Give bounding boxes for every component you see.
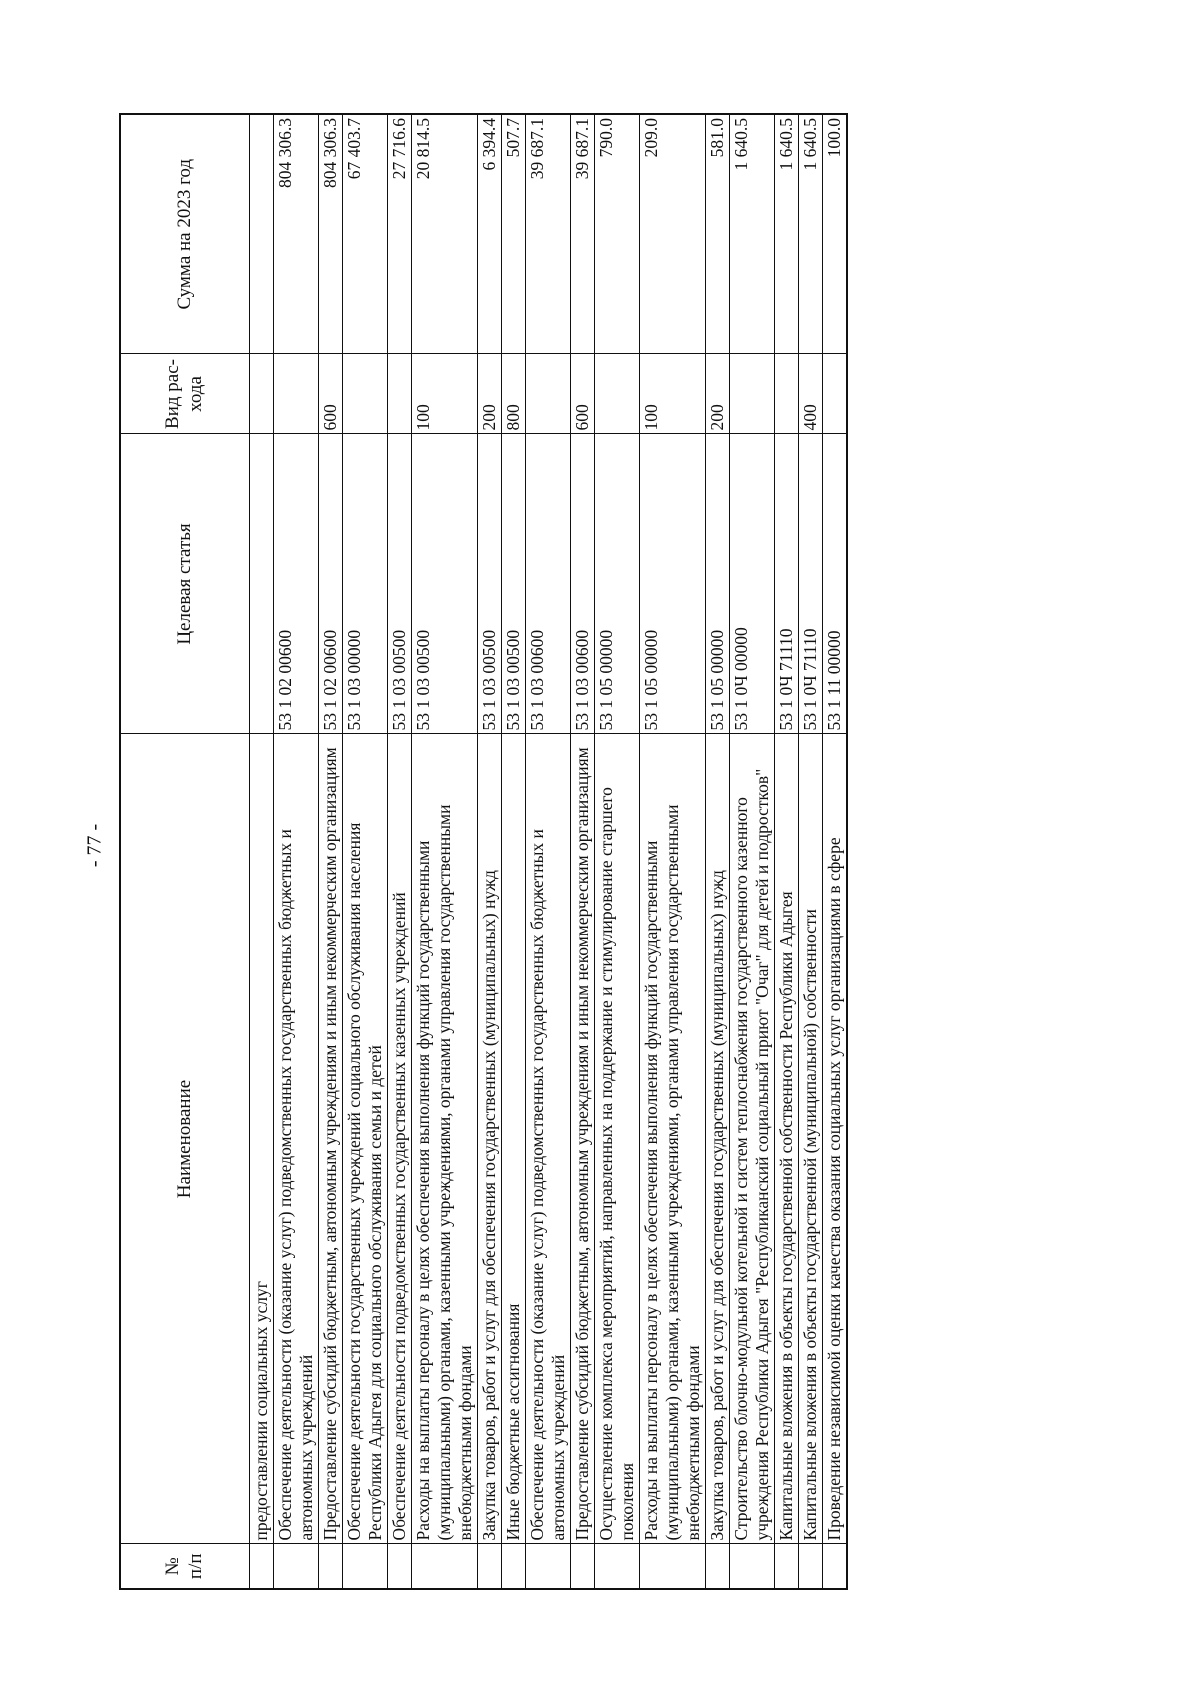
cell-kind: 100 [412,354,478,434]
cell-kind [388,354,412,434]
table-row [799,114,823,1589]
cell-kind: 200 [478,354,502,434]
cell-target: 53 1 0Ч 71110 [775,434,799,734]
cell-sum: 67 403.7 [343,114,388,354]
cell-target: 53 1 03 00500 [478,434,502,734]
table-row [571,114,595,1589]
cell-name: Иные бюджетные ассигнования [502,734,526,1544]
cell-target: 53 1 05 00000 [640,434,706,734]
cell-name: Закупка товаров, работ и услуг для обеспечения государственных (муниципальных) нужд [706,734,730,1544]
cell-name: Расходы на выплаты персоналу в целях обеспечения выполнения функций государственными (муниципальными) органами, казенными учреждениями, органами управления государственными внебюджетными фондами [640,734,706,1544]
header-sum: Сумма на 2023 год [120,114,250,354]
header-num: № п/п [120,1544,250,1589]
cell-sum: 39 687.1 [526,114,571,354]
cell-name: Предоставление субсидий бюджетным, автономным учреждениям и иным некоммерческим организациям [571,734,595,1544]
cell-name: Осуществление комплекса мероприятий, направленных на поддержание и стимулирование старшего поколения [595,734,640,1544]
cell-num [319,1544,343,1589]
cell-kind: 400 [799,354,823,434]
cell-num [799,1544,823,1589]
cell-kind: 200 [706,354,730,434]
cell-target: 53 1 11 00000 [823,434,848,734]
cell-sum: 6 394.4 [478,114,502,354]
header-target: Целевая статья [120,434,250,734]
cell-target: 53 1 0Ч 71110 [799,434,823,734]
cell-kind: 100 [640,354,706,434]
table-row [319,114,343,1589]
cell-kind [343,354,388,434]
table-row [250,114,274,1589]
cell-target: 53 1 03 00500 [502,434,526,734]
cell-sum: 1 640.5 [775,114,799,354]
cell-kind [775,354,799,434]
rotated-table-wrapper [119,115,1079,1590]
cell-name: Обеспечение деятельности (оказание услуг) подведомственных государственных бюджетных и автономных учреждений [274,734,319,1544]
table-row [640,114,706,1589]
cell-num [640,1544,706,1589]
cell-sum: 100.0 [823,114,848,354]
table-row [274,114,319,1589]
cell-kind [526,354,571,434]
page-number: - 77 - [83,823,106,868]
cell-num [502,1544,526,1589]
cell-sum: 790.0 [595,114,640,354]
cell-sum: 804 306.3 [319,114,343,354]
cell-target: 53 1 02 00600 [319,434,343,734]
cell-name: предоставлении социальных услуг [250,734,274,1544]
cell-num [412,1544,478,1589]
table-row [502,114,526,1589]
cell-sum: 39 687.1 [571,114,595,354]
cell-target: 53 1 05 00000 [595,434,640,734]
cell-kind [250,354,274,434]
cell-kind [730,354,775,434]
cell-target: 53 1 0Ч 00000 [730,434,775,734]
table-row [526,114,571,1589]
table-row [730,114,775,1589]
cell-target: 53 1 03 00000 [343,434,388,734]
cell-sum: 27 716.6 [388,114,412,354]
cell-target: 53 1 03 00500 [412,434,478,734]
cell-kind: 600 [571,354,595,434]
cell-sum: 209.0 [640,114,706,354]
cell-name: Капитальные вложения в объекты государственной собственности Республики Адыгея [775,734,799,1544]
cell-name: Предоставление субсидий бюджетным, автономным учреждениям и иным некоммерческим организациям [319,734,343,1544]
table-body [250,114,848,1589]
cell-target: 53 1 03 00600 [526,434,571,734]
header-name: Наименование [120,734,250,1544]
cell-name: Проведение независимой оценки качества оказания социальных услуг организациями в сфере [823,734,848,1544]
table-row [823,114,848,1589]
header-kind: Вид рас- хода [120,354,250,434]
cell-target: 53 1 02 00600 [274,434,319,734]
cell-sum: 507.7 [502,114,526,354]
cell-sum: 804 306.3 [274,114,319,354]
cell-sum: 1 640.5 [730,114,775,354]
table-row [775,114,799,1589]
cell-kind: 800 [502,354,526,434]
table-row [706,114,730,1589]
cell-num [706,1544,730,1589]
cell-kind [595,354,640,434]
cell-num [274,1544,319,1589]
cell-num [823,1544,848,1589]
cell-num [595,1544,640,1589]
cell-kind [823,354,848,434]
cell-name: Капитальные вложения в объекты государственной (муниципальной) собственности [799,734,823,1544]
cell-num [571,1544,595,1589]
cell-sum: 1 640.5 [799,114,823,354]
cell-num [730,1544,775,1589]
cell-num [343,1544,388,1589]
cell-name: Закупка товаров, работ и услуг для обеспечения государственных (муниципальных) нужд [478,734,502,1544]
cell-name: Расходы на выплаты персоналу в целях обеспечения выполнения функций государственными (муниципальными) органами, казенными учреждениями, органами управления государственными внебюджетными фондами [412,734,478,1544]
table-row [478,114,502,1589]
cell-sum: 20 814.5 [412,114,478,354]
budget-table [119,113,848,1590]
cell-num [250,1544,274,1589]
table-row [343,114,388,1589]
cell-target: 53 1 03 00600 [571,434,595,734]
table-row [388,114,412,1589]
cell-target: 53 1 03 00500 [388,434,412,734]
table-row [595,114,640,1589]
cell-name: Обеспечение деятельности подведомственных государственных казенных учреждений [388,734,412,1544]
cell-kind: 600 [319,354,343,434]
cell-name: Обеспечение деятельности (оказание услуг) подведомственных государственных бюджетных и автономных учреждений [526,734,571,1544]
cell-sum: 581.0 [706,114,730,354]
cell-num [526,1544,571,1589]
cell-target [250,434,274,734]
table-row [412,114,478,1589]
cell-num [775,1544,799,1589]
cell-sum [250,114,274,354]
cell-name: Обеспечение деятельности государственных учреждений социального обслуживания населения Республики Адыгея для социального обслуживания семьи и детей [343,734,388,1544]
cell-name: Строительство блочно-модульной котельной и систем теплоснабжения государственного казенного учреждения Республики Адыгея "Республиканский социальный приют "Очаг" для детей и подростков" [730,734,775,1544]
cell-target: 53 1 05 00000 [706,434,730,734]
cell-num [388,1544,412,1589]
table-header-row [120,114,250,1589]
cell-num [478,1544,502,1589]
cell-kind [274,354,319,434]
